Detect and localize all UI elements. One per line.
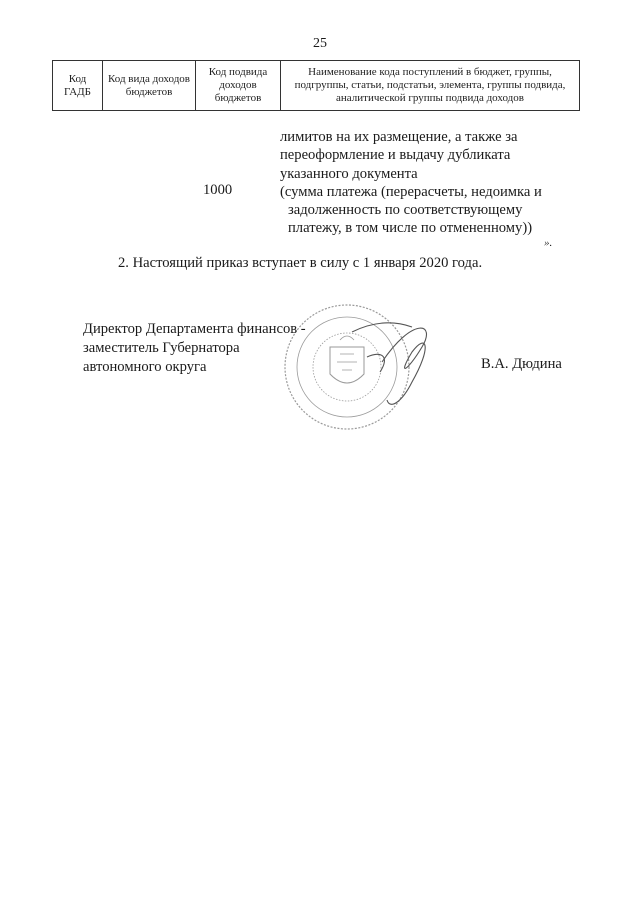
signer-title-line: заместитель Губернатора bbox=[83, 340, 240, 356]
description-line: платежу, в том числе по отмененному)) bbox=[288, 220, 533, 237]
signer-title-line: Директор Департамента финансов - bbox=[83, 321, 306, 337]
income-subtype-code-value: 1000 bbox=[203, 182, 233, 198]
description-line: переоформление и выдачу дубликата bbox=[280, 147, 511, 164]
signer-title bbox=[83, 320, 306, 377]
page-number: 25 bbox=[313, 36, 327, 51]
description-line: задолженность по соответствующему bbox=[288, 202, 523, 219]
description-line: указанного документа bbox=[280, 165, 418, 182]
header-code-name: Наименование кода поступлений в бюджет, группы, подгруппы, статьи, подстатьи, элемента, группы подвида, аналитической группы подвида доходов bbox=[281, 61, 580, 111]
row-description bbox=[280, 128, 580, 238]
budget-code-table-header bbox=[52, 60, 580, 111]
description-line: (сумма платежа (перерасчеты, недоимка и bbox=[280, 183, 542, 200]
header-income-type-code: Код вида доходов бюджетов bbox=[103, 61, 196, 111]
signer-name: В.А. Дюдина bbox=[481, 356, 562, 372]
closing-quote-mark: ». bbox=[544, 237, 553, 249]
header-income-subtype-code: Код подвида доходов бюджетов bbox=[196, 61, 281, 111]
description-line: лимитов на их размещение, а также за bbox=[280, 129, 518, 145]
signer-title-line: автономного округа bbox=[83, 359, 207, 375]
order-effective-date-text: 2. Настоящий приказ вступает в силу с 1 января 2020 года. bbox=[118, 255, 483, 271]
header-gadb-code: Код ГАДБ bbox=[53, 61, 103, 111]
